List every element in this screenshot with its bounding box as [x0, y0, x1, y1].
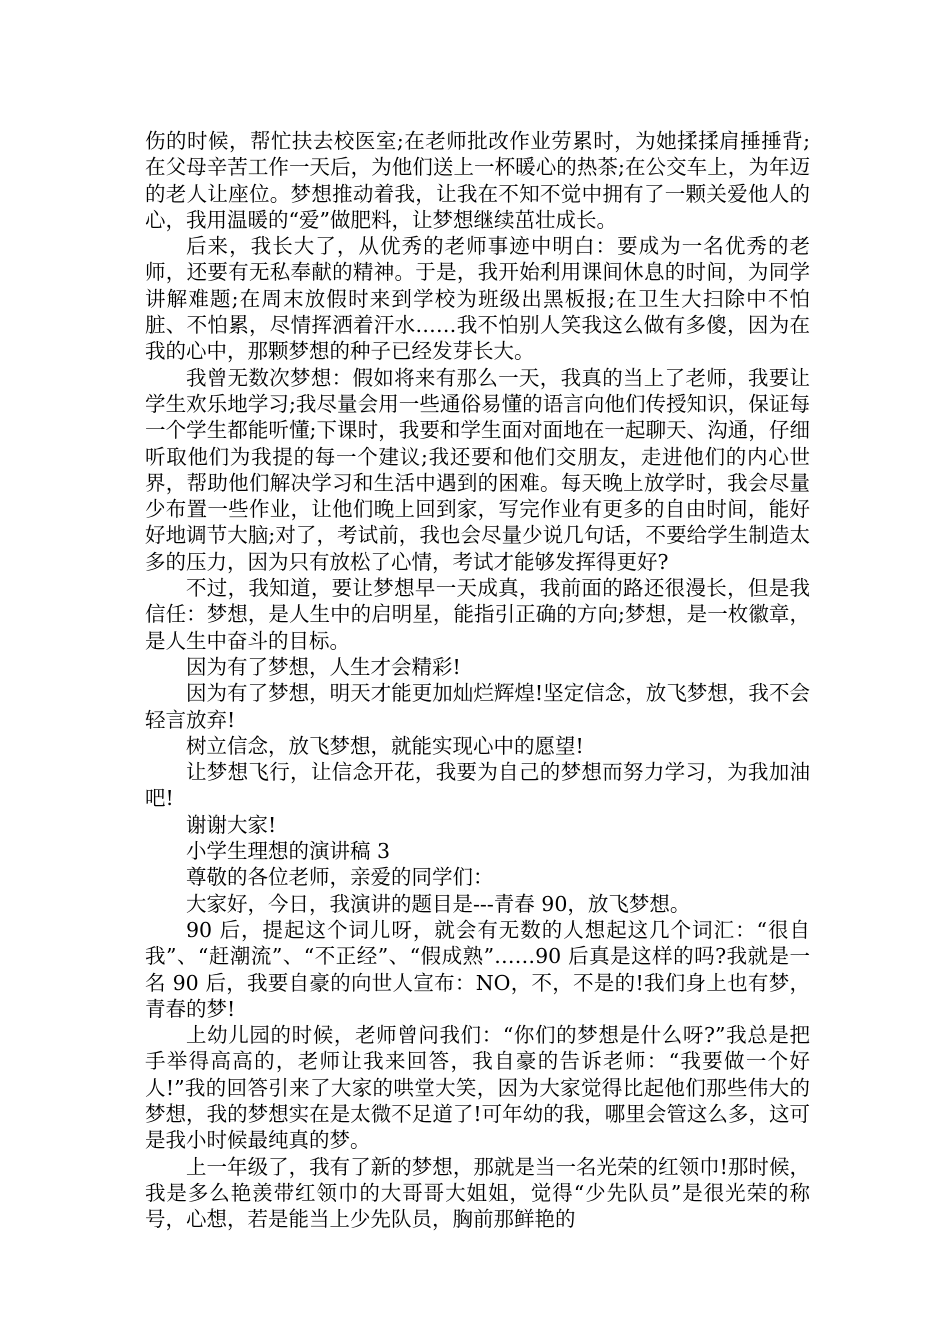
- paragraph-growing-up: 后来，我长大了，从优秀的老师事迹中明白：要成为一名优秀的老师，还要有无私奉献的精神。于是，我开始利用课间休息的时间，为同学讲解难题;在周末放假时来到学校为班级出黑板报;在卫生大扫除中不怕脏、不怕累，尽情挥洒着汗水……我不怕别人笑我这么做有多傻，因为在我的心中，那颗梦想的种子已经发芽长大。: [145, 234, 810, 364]
- paragraph-salutation: 尊敬的各位老师，亲爱的同学们：: [186, 865, 494, 890]
- paragraph-first-grade: 上一年级了，我有了新的梦想，那就是当一名光荣的红领巾!那时候，我是多么艳羡带红领巾的大哥哥大姐姐，觉得“少先队员”是很光荣的称号，心想，若是能当上少先队员，胸前那鲜艳的: [145, 1154, 810, 1232]
- paragraph-speech-topic: 大家好，今日，我演讲的题目是---青春 90，放飞梦想。: [186, 891, 691, 916]
- paragraph-post-90s: 90 后，提起这个词儿呀，就会有无数的人想起这几个词汇：“很自我”、“赶潮流”、“不正经”、“假成熟”……90 后真是这样的吗?我就是一名 90 后，我要自豪的向世人宣布：NO，不，不是的!我们身上也有梦，青春的梦!: [145, 917, 810, 1021]
- paragraph-dream-teacher: 我曾无数次梦想：假如将来有那么一天，我真的当上了老师，我要让学生欢乐地学习;我尽量会用一些通俗易懂的语言向他们传授知识，保证每一个学生都能听懂;下课时，我要和学生面对面地在一起聊天、沟通，仔细听取他们为我提的每一个建议;我还要和他们交朋友，走进他们的内心世界，帮助他们解决学习和生活中遇到的困难。每天晚上放学时，我会尽量少布置一些作业，让他们晚上回到家，写完作业有更多的自由时间，能好好地调节大脑;对了，考试前，我也会尽量少说几句话，不要给学生制造太多的压力，因为只有放松了心情，考试才能够发挥得更好?: [145, 365, 810, 574]
- paragraph-set-belief: 树立信念，放飞梦想，就能实现心中的愿望!: [186, 733, 584, 758]
- document-page: [145, 128, 810, 1232]
- paragraph-life-wonderful: 因为有了梦想，人生才会精彩!: [186, 654, 461, 679]
- section-heading: 小学生理想的演讲稿 3: [186, 839, 391, 864]
- paragraph-let-dream-fly: 让梦想飞行，让信念开花，我要为自己的梦想而努力学习，为我加油吧!: [145, 760, 810, 811]
- paragraph-thanks: 谢谢大家!: [186, 812, 277, 837]
- paragraph-continuation: 伤的时候，帮忙扶去校医室;在老师批改作业劳累时，为她揉揉肩捶捶背;在父母辛苦工作一天后，为他们送上一杯暖心的热茶;在公交车上，为年迈的老人让座位。梦想推动着我，让我在不知不觉中拥有了一颗关爱他人的心，我用温暖的“爱”做肥料，让梦想继续茁壮成长。: [145, 129, 810, 232]
- paragraph-kindergarten: 上幼儿园的时候，老师曾问我们：“你们的梦想是什么呀?”我总是把手举得高高的，老师让我来回答，我自豪的告诉老师：“我要做一个好人!”我的回答引来了大家的哄堂大笑，因为大家觉得比起他们那些伟大的梦想，我的梦想实在是太微不足道了!可年幼的我，哪里会管这么多，这可是我小时候最纯真的梦。: [145, 1023, 810, 1153]
- paragraph-tomorrow-brilliant: 因为有了梦想，明天才能更加灿烂辉煌!坚定信念，放飞梦想，我不会轻言放弃!: [145, 681, 810, 732]
- paragraph-long-road: 不过，我知道，要让梦想早一天成真，我前面的路还很漫长，但是我信任：梦想，是人生中的启明星，能指引正确的方向;梦想，是一枚徽章，是人生中奋斗的目标。: [145, 576, 810, 653]
